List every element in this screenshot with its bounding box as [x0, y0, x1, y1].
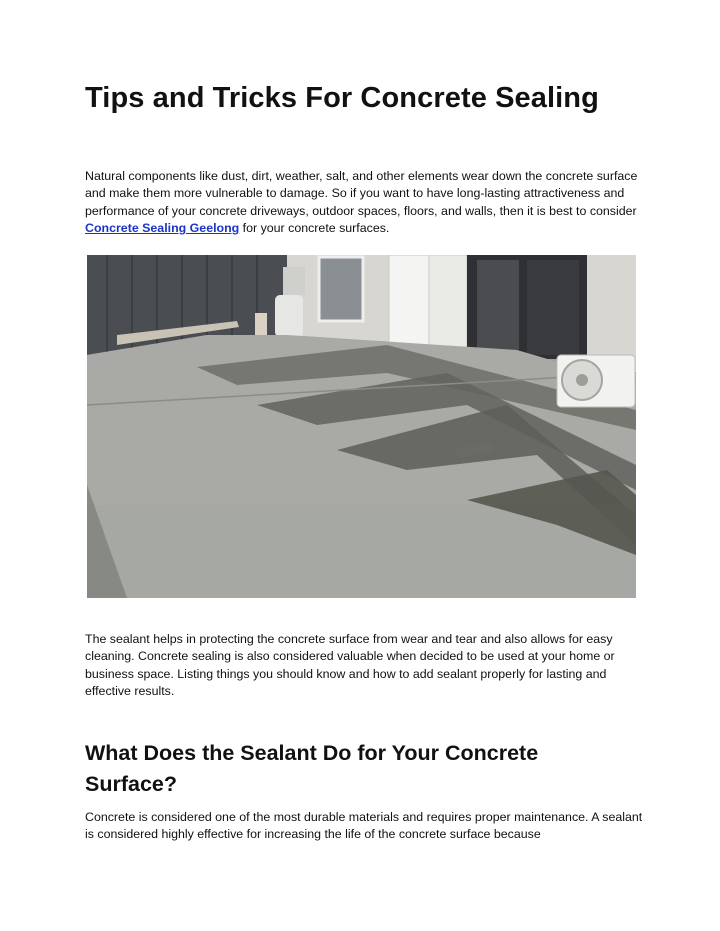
concrete-sealing-link[interactable]: Concrete Sealing Geelong [85, 221, 240, 236]
intro-paragraph [85, 168, 645, 238]
concrete-patio-photo [87, 255, 636, 598]
sealant-benefits-paragraph: The sealant helps in protecting the concrete surface from wear and tear and also allows for easy cleaning. Concrete sealing is also considered valuable when decided to be used at your home or business space. Listing things you should know and how to add sealant properly for lasting and effective results. [85, 632, 615, 699]
section-heading: What Does the Sealant Do for Your Concrete Surface? [85, 741, 539, 796]
intro-text-after-link: for your concrete surfaces. [239, 221, 390, 236]
intro-text-before-link: Natural components like dust, dirt, weather, salt, and other elements wear down the concrete surface and make them more vulnerable to damage. So if you want to have long-lasting attractiveness and performance of your concrete driveways, outdoor spaces, floors, and walls, then it is best to consider [85, 169, 638, 218]
durability-paragraph: Concrete is considered one of the most durable materials and requires proper maintenance. A sealant is considered highly effective for increasing the life of the concrete surface because [85, 810, 643, 842]
page-title: Tips and Tricks For Concrete Sealing [85, 82, 599, 114]
